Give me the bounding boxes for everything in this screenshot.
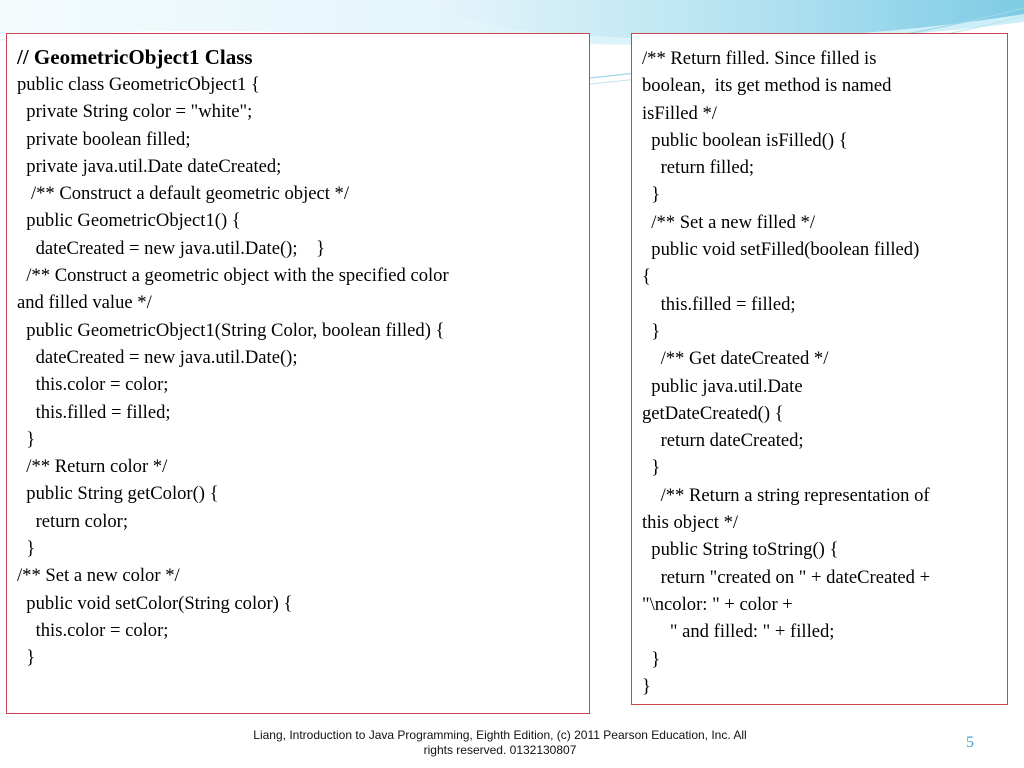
code-line: private boolean filled; [17,128,191,150]
code-line: getDateCreated() { [642,402,784,424]
code-line: /** Return filled. Since filled is [642,48,877,69]
code-line: this object */ [642,512,739,534]
code-line: /** Set a new color */ [17,565,180,587]
code-line: /** Return color */ [17,456,168,478]
code-line: return filled; [642,157,755,179]
code-line: /** Set a new filled */ [642,211,815,233]
code-line: public String getColor() { [17,483,219,505]
code-line: dateCreated = new java.util.Date(); } [17,237,326,259]
code-line: /** Return a string representation of [642,484,930,506]
code-line: } [642,184,661,206]
code-line: isFilled */ [642,102,717,124]
footer-copyright [200,728,800,758]
code-line: /** Construct a geometric object with the specified color [17,265,449,287]
code-line: boolean, its get method is named [642,75,892,97]
code-line: private java.util.Date dateCreated; [17,155,282,177]
slide-number: 5 [966,734,974,751]
code-line: } [17,538,36,560]
code-line: public void setFilled(boolean filled) [642,239,920,261]
code-line: return "created on " + dateCreated + [642,566,931,588]
code-line: public java.util.Date [642,375,803,397]
code-line: } [642,675,651,697]
code-line: this.filled = filled; [642,293,796,315]
code-line: and filled value */ [17,292,152,314]
code-line: } [17,428,36,450]
code-line: public class GeometricObject1 { [17,74,260,95]
code-line: this.color = color; [17,374,169,396]
code-line: return dateCreated; [642,430,804,452]
code-line: } [642,457,661,479]
code-box-left [6,33,590,714]
code-line: /** Get dateCreated */ [642,348,829,370]
code-line: private String color = "white"; [17,101,253,123]
code-line: // GeometricObject1 Class [17,45,253,69]
code-line: /** Construct a default geometric object */ [17,183,350,205]
code-line: } [642,648,661,670]
footer-line-2: rights reserved. 0132130807 [423,743,577,757]
code-line: public void setColor(String color) { [17,592,293,614]
code-line: " and filled: " + filled; [642,621,835,643]
code-line: return color; [17,510,129,532]
code-line: dateCreated = new java.util.Date(); [17,346,298,368]
code-line: "\ncolor: " + color + [642,593,793,615]
code-line: public boolean isFilled() { [642,129,848,151]
code-line: } [17,647,36,669]
code-line: { [642,266,651,288]
code-box-right [631,33,1008,705]
code-line: public GeometricObject1(String Color, boolean filled) { [17,319,445,341]
code-line: this.color = color; [17,619,169,641]
footer-line-1: Liang, Introduction to Java Programming, Eighth Edition, (c) 2011 Pearson Education, Inc. All [253,728,747,742]
code-line: } [642,320,661,342]
code-line: public String toString() { [642,539,839,561]
code-line: this.filled = filled; [17,401,171,423]
code-line: public GeometricObject1() { [17,210,241,232]
